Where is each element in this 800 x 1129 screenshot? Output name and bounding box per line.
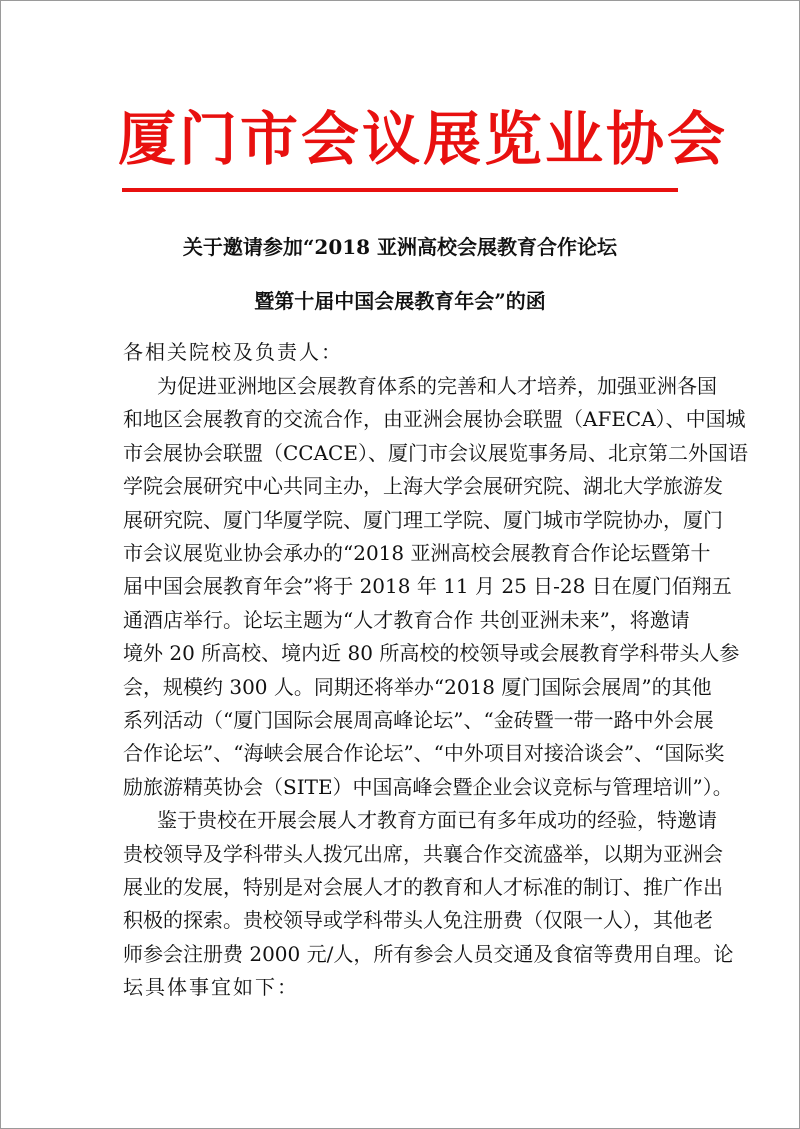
body-line: 为促进亚洲地区会展教育体系的完善和人才培养，加强亚洲各国 xyxy=(157,374,717,398)
body-line: 合作论坛”、“海峡会展合作论坛”、“中外项目对接洽谈会”、“国际奖 xyxy=(123,741,725,766)
body-line: 通酒店举行。论坛主题为“人才教育合作 共创亚洲未来”，将邀请 xyxy=(123,607,690,632)
body-line: 鉴于贵校在开展会展人才教育方面已有多年成功的经验，特邀请 xyxy=(157,808,717,833)
body-line: 励旅游精英协会（SITE）中国高峰会暨企业会议竞标与管理培训”）。 xyxy=(123,774,733,799)
body-line: 会，规模约 300 人。同期还将举办“2018 厦门国际会展周”的其他 xyxy=(123,674,712,699)
body-line: 系列活动（“厦门国际会展周高峰论坛”、“金砖暨一带一路中外会展 xyxy=(123,708,714,732)
body-line: 坛具体事宜如下： xyxy=(123,975,299,1000)
body-line: 学院会展研究中心共同主办，上海大学会展研究院、湖北大学旅游发 xyxy=(123,474,723,499)
body-line: 积极的探索。贵校领导或学科带头人免注册费（仅限一人），其他老 xyxy=(123,908,713,933)
letterhead-divider xyxy=(122,188,678,192)
body-line: 展业的发展，特别是对会展人才的教育和人才标准的制订、推广作出 xyxy=(123,875,723,899)
body-line: 和地区会展教育的交流合作，由亚洲会展协会联盟（AFECA）、中国城 xyxy=(123,407,746,432)
body-line: 届中国会展教育年会”将于 2018 年 11 月 25 日-28 日在厦门佰翔五 xyxy=(123,574,732,599)
body-line: 师参会注册费 2000 元/人，所有参会人员交通及食宿等费用自理。论 xyxy=(123,941,734,966)
body-line: 展研究院、厦门华厦学院、厦门理工学院、厦门城市学院协办，厦门 xyxy=(123,507,723,532)
body-line: 市会展协会联盟（CCACE）、厦门市会议展览事务局、北京第二外国语 xyxy=(123,440,748,465)
salutation: 各相关院校及负责人： xyxy=(123,340,343,364)
body-line: 贵校领导及学科带头人拨冗出席，共襄合作交流盛举，以期为亚洲会 xyxy=(123,841,723,866)
subject-line-1: 关于邀请参加“2018 亚洲高校会展教育合作论坛 xyxy=(182,235,618,259)
subject-line-2: 暨第十届中国会展教育年会”的函 xyxy=(254,289,546,313)
body-line: 境外 20 所高校、境内近 80 所高校的校领导或会展教育学科带头人参 xyxy=(123,641,740,666)
body-line: 市会议展览业协会承办的“2018 亚洲高校会展教育合作论坛暨第十 xyxy=(123,541,711,565)
letterhead-title: 厦门市会议展览业协会 xyxy=(118,105,729,173)
